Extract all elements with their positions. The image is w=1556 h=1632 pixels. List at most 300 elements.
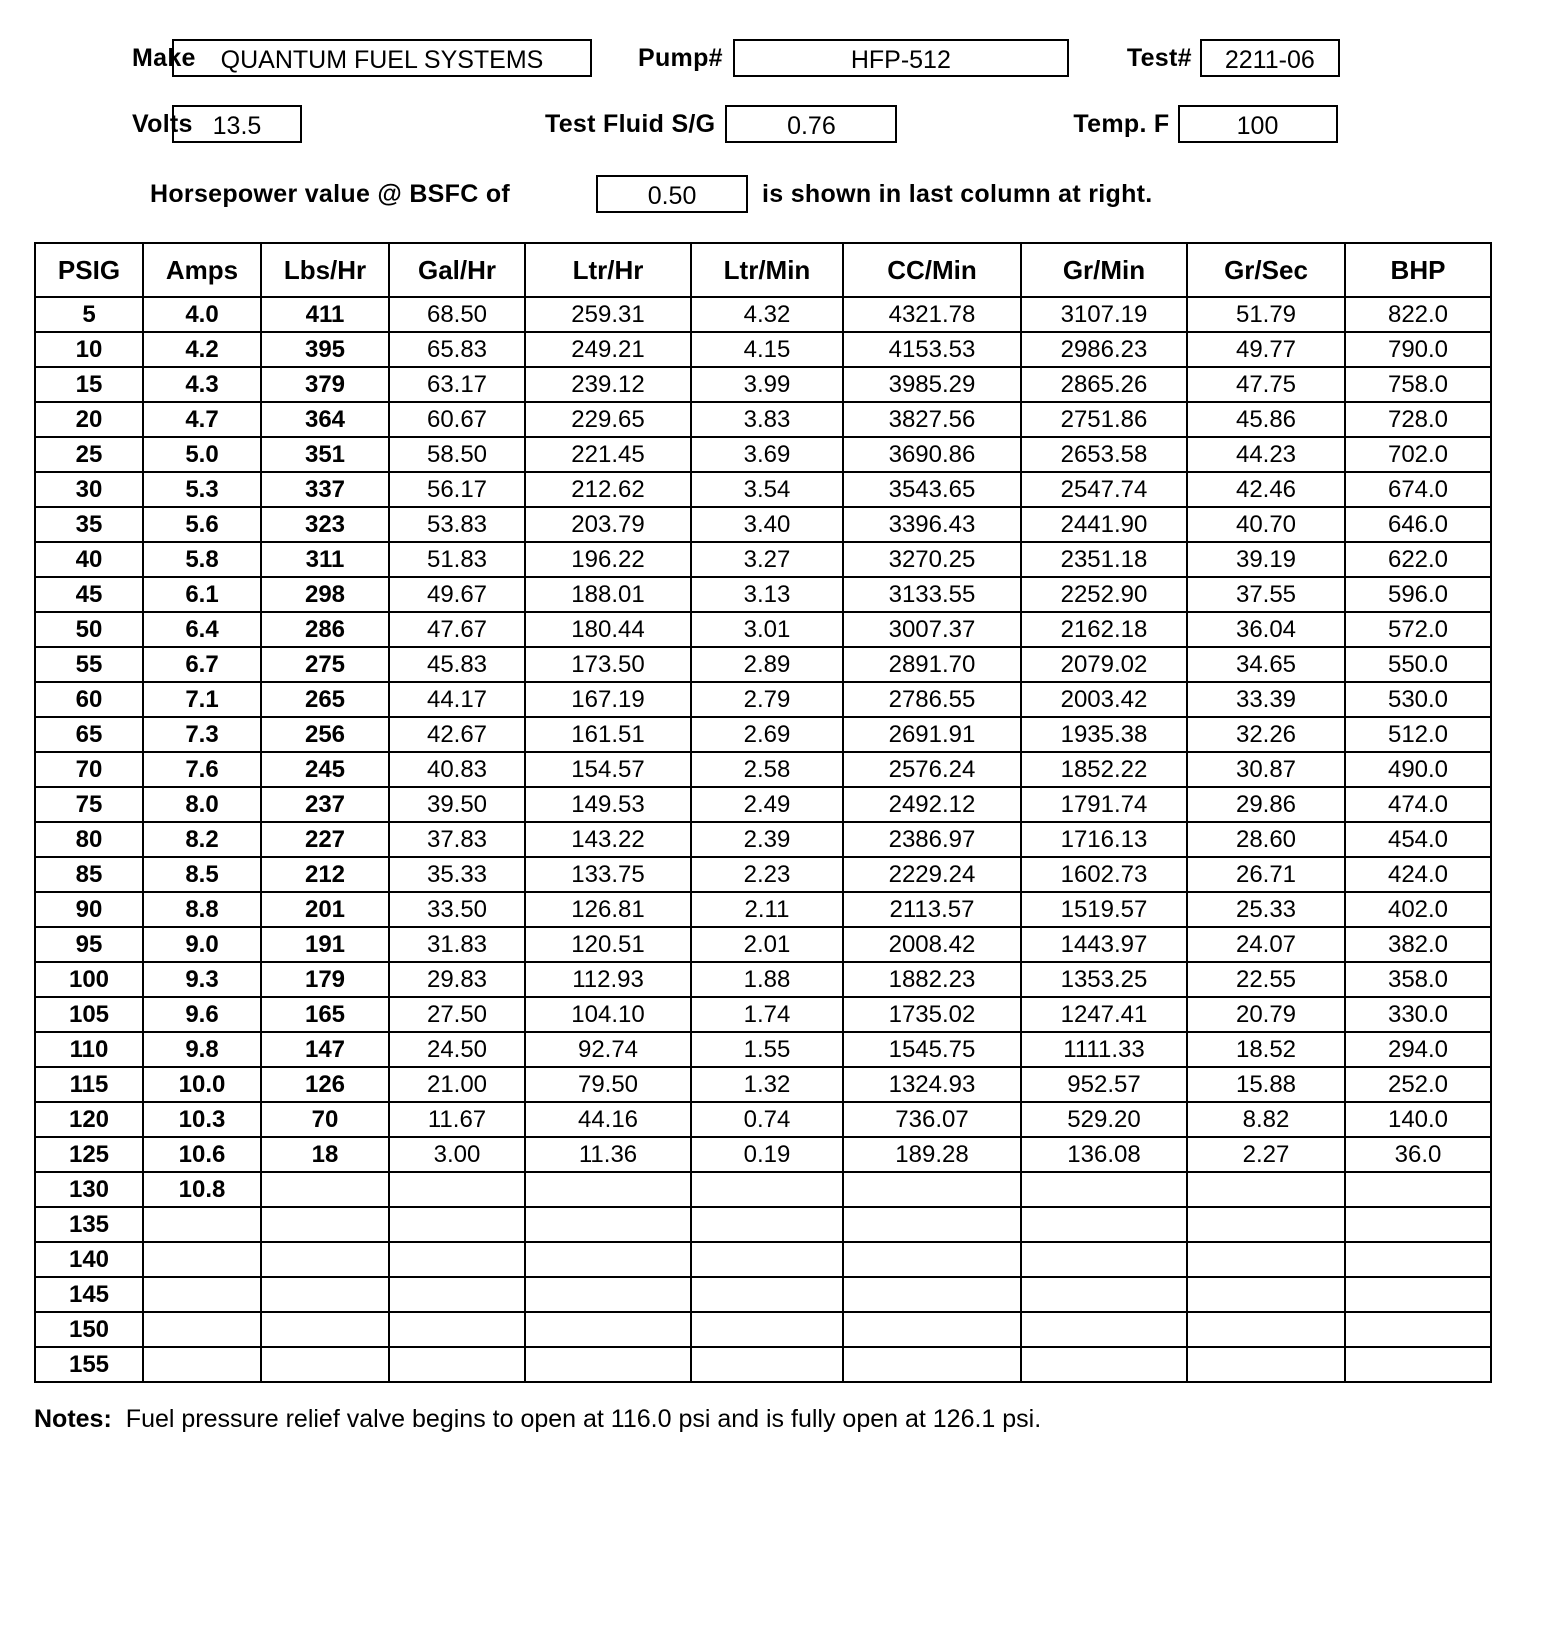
cell-psig: 45 xyxy=(35,577,143,612)
cell-ltr-hr: 167.19 xyxy=(525,682,691,717)
cell-cc-min: 3985.29 xyxy=(843,367,1021,402)
cell-gr-min: 2441.90 xyxy=(1021,507,1187,542)
cell-cc-min: 1735.02 xyxy=(843,997,1021,1032)
cell-bhp: 530.0 xyxy=(1345,682,1491,717)
cell-amps xyxy=(143,1347,261,1382)
cell-bhp: 622.0 xyxy=(1345,542,1491,577)
cell-lbs-hr: 165 xyxy=(261,997,389,1032)
cell-amps: 9.6 xyxy=(143,997,261,1032)
cell-gr-sec xyxy=(1187,1242,1345,1277)
cell-gr-sec xyxy=(1187,1207,1345,1242)
cell-lbs-hr: 227 xyxy=(261,822,389,857)
cell-amps: 9.8 xyxy=(143,1032,261,1067)
cell-ltr-min: 2.01 xyxy=(691,927,843,962)
table-row xyxy=(35,1347,1491,1382)
cell-psig: 115 xyxy=(35,1067,143,1102)
notes-label: Notes: xyxy=(34,1405,112,1433)
cell-lbs-hr: 379 xyxy=(261,367,389,402)
cell-bhp: 702.0 xyxy=(1345,437,1491,472)
table-row xyxy=(35,857,1491,892)
table-row xyxy=(35,647,1491,682)
cell-ltr-hr: 149.53 xyxy=(525,787,691,822)
cell-amps: 9.0 xyxy=(143,927,261,962)
cell-bhp xyxy=(1345,1207,1491,1242)
cell-ltr-min: 2.79 xyxy=(691,682,843,717)
cell-lbs-hr: 212 xyxy=(261,857,389,892)
cell-psig: 35 xyxy=(35,507,143,542)
temp-label: Temp. F xyxy=(1073,109,1170,138)
table-row xyxy=(35,542,1491,577)
cell-gal-hr: 44.17 xyxy=(389,682,525,717)
cell-psig: 155 xyxy=(35,1347,143,1382)
cell-ltr-min: 3.13 xyxy=(691,577,843,612)
table-row xyxy=(35,612,1491,647)
cell-cc-min: 2576.24 xyxy=(843,752,1021,787)
cell-gr-min: 1935.38 xyxy=(1021,717,1187,752)
cell-psig: 65 xyxy=(35,717,143,752)
cell-gr-sec: 26.71 xyxy=(1187,857,1345,892)
table-row xyxy=(35,787,1491,822)
cell-cc-min: 3690.86 xyxy=(843,437,1021,472)
cell-bhp: 252.0 xyxy=(1345,1067,1491,1102)
cell-gr-sec: 25.33 xyxy=(1187,892,1345,927)
cell-ltr-min xyxy=(691,1172,843,1207)
table-header-row xyxy=(35,243,1491,297)
make-value[interactable]: QUANTUM FUEL SYSTEMS xyxy=(172,39,592,77)
table-row xyxy=(35,1137,1491,1172)
cell-lbs-hr: 237 xyxy=(261,787,389,822)
cell-cc-min: 3396.43 xyxy=(843,507,1021,542)
cell-gal-hr: 56.17 xyxy=(389,472,525,507)
pump-flow-table xyxy=(34,242,1492,1383)
cell-gr-sec: 47.75 xyxy=(1187,367,1345,402)
table-row xyxy=(35,1242,1491,1277)
cell-psig: 20 xyxy=(35,402,143,437)
cell-gal-hr: 63.17 xyxy=(389,367,525,402)
cell-bhp: 402.0 xyxy=(1345,892,1491,927)
cell-cc-min: 2113.57 xyxy=(843,892,1021,927)
cell-gr-min: 2865.26 xyxy=(1021,367,1187,402)
column-header-cc-min: CC/Min xyxy=(843,243,1021,297)
cell-gr-min: 1791.74 xyxy=(1021,787,1187,822)
cell-gal-hr: 60.67 xyxy=(389,402,525,437)
cell-lbs-hr: 323 xyxy=(261,507,389,542)
cell-bhp: 474.0 xyxy=(1345,787,1491,822)
bsfc-value[interactable]: 0.50 xyxy=(596,175,748,213)
table-row xyxy=(35,297,1491,332)
cell-amps: 8.5 xyxy=(143,857,261,892)
cell-bhp: 550.0 xyxy=(1345,647,1491,682)
cell-gal-hr: 37.83 xyxy=(389,822,525,857)
cell-gal-hr: 47.67 xyxy=(389,612,525,647)
cell-ltr-hr: 11.36 xyxy=(525,1137,691,1172)
cell-ltr-hr xyxy=(525,1207,691,1242)
cell-ltr-min: 2.39 xyxy=(691,822,843,857)
cell-amps: 5.8 xyxy=(143,542,261,577)
cell-ltr-hr: 143.22 xyxy=(525,822,691,857)
table-row xyxy=(35,1277,1491,1312)
cell-gal-hr xyxy=(389,1207,525,1242)
cell-amps: 6.1 xyxy=(143,577,261,612)
cell-psig: 145 xyxy=(35,1277,143,1312)
cell-gr-sec: 51.79 xyxy=(1187,297,1345,332)
cell-lbs-hr: 298 xyxy=(261,577,389,612)
cell-amps xyxy=(143,1207,261,1242)
cell-ltr-min: 2.58 xyxy=(691,752,843,787)
cell-gr-min: 1519.57 xyxy=(1021,892,1187,927)
cell-ltr-min: 4.15 xyxy=(691,332,843,367)
table-row xyxy=(35,682,1491,717)
cell-psig: 40 xyxy=(35,542,143,577)
cell-amps: 6.7 xyxy=(143,647,261,682)
cell-ltr-min xyxy=(691,1242,843,1277)
table-row xyxy=(35,927,1491,962)
cell-bhp: 358.0 xyxy=(1345,962,1491,997)
table-row xyxy=(35,997,1491,1032)
cell-ltr-min: 3.01 xyxy=(691,612,843,647)
cell-gr-sec: 8.82 xyxy=(1187,1102,1345,1137)
cell-cc-min: 3543.65 xyxy=(843,472,1021,507)
cell-bhp: 646.0 xyxy=(1345,507,1491,542)
cell-gr-sec xyxy=(1187,1277,1345,1312)
cell-ltr-hr xyxy=(525,1312,691,1347)
cell-ltr-min: 2.89 xyxy=(691,647,843,682)
cell-psig: 90 xyxy=(35,892,143,927)
cell-ltr-hr: 203.79 xyxy=(525,507,691,542)
cell-ltr-min: 1.74 xyxy=(691,997,843,1032)
cell-psig: 80 xyxy=(35,822,143,857)
cell-ltr-min: 4.32 xyxy=(691,297,843,332)
cell-gr-min: 2162.18 xyxy=(1021,612,1187,647)
cell-gr-sec xyxy=(1187,1312,1345,1347)
cell-amps: 4.0 xyxy=(143,297,261,332)
cell-cc-min: 3133.55 xyxy=(843,577,1021,612)
cell-amps: 8.0 xyxy=(143,787,261,822)
cell-gr-min: 2751.86 xyxy=(1021,402,1187,437)
cell-amps: 5.3 xyxy=(143,472,261,507)
cell-bhp: 424.0 xyxy=(1345,857,1491,892)
column-header-gr-min: Gr/Min xyxy=(1021,243,1187,297)
cell-amps: 4.2 xyxy=(143,332,261,367)
cell-gal-hr: 39.50 xyxy=(389,787,525,822)
cell-lbs-hr: 256 xyxy=(261,717,389,752)
cell-lbs-hr xyxy=(261,1312,389,1347)
test-label: Test# xyxy=(1126,43,1192,72)
cell-gr-sec: 20.79 xyxy=(1187,997,1345,1032)
cell-gr-min: 1111.33 xyxy=(1021,1032,1187,1067)
test-value[interactable]: 2211-06 xyxy=(1200,39,1340,77)
table-row xyxy=(35,1312,1491,1347)
cell-psig: 30 xyxy=(35,472,143,507)
cell-lbs-hr xyxy=(261,1347,389,1382)
cell-psig: 125 xyxy=(35,1137,143,1172)
cell-ltr-min: 3.27 xyxy=(691,542,843,577)
cell-bhp: 758.0 xyxy=(1345,367,1491,402)
table-row xyxy=(35,892,1491,927)
table-row xyxy=(35,437,1491,472)
cell-gr-min: 2003.42 xyxy=(1021,682,1187,717)
cell-psig: 150 xyxy=(35,1312,143,1347)
cell-bhp: 790.0 xyxy=(1345,332,1491,367)
pump-label: Pump# xyxy=(638,43,723,72)
cell-gal-hr xyxy=(389,1277,525,1312)
cell-amps xyxy=(143,1312,261,1347)
cell-lbs-hr: 245 xyxy=(261,752,389,787)
cell-gal-hr xyxy=(389,1242,525,1277)
cell-amps: 6.4 xyxy=(143,612,261,647)
cell-ltr-hr: 92.74 xyxy=(525,1032,691,1067)
cell-ltr-hr: 154.57 xyxy=(525,752,691,787)
cell-gr-min: 2986.23 xyxy=(1021,332,1187,367)
table-row xyxy=(35,577,1491,612)
cell-gal-hr: 29.83 xyxy=(389,962,525,997)
column-header-ltr-hr: Ltr/Hr xyxy=(525,243,691,297)
cell-lbs-hr: 395 xyxy=(261,332,389,367)
cell-bhp: 728.0 xyxy=(1345,402,1491,437)
cell-lbs-hr: 18 xyxy=(261,1137,389,1172)
cell-amps: 7.1 xyxy=(143,682,261,717)
cell-ltr-hr: 44.16 xyxy=(525,1102,691,1137)
cell-gr-min xyxy=(1021,1172,1187,1207)
cell-gr-sec: 39.19 xyxy=(1187,542,1345,577)
cell-gr-min: 3107.19 xyxy=(1021,297,1187,332)
cell-cc-min: 2691.91 xyxy=(843,717,1021,752)
cell-gr-min: 1716.13 xyxy=(1021,822,1187,857)
cell-cc-min: 2386.97 xyxy=(843,822,1021,857)
table-row xyxy=(35,1067,1491,1102)
cell-ltr-min: 3.54 xyxy=(691,472,843,507)
cell-psig: 70 xyxy=(35,752,143,787)
cell-cc-min xyxy=(843,1277,1021,1312)
column-header-amps: Amps xyxy=(143,243,261,297)
cell-gal-hr: 27.50 xyxy=(389,997,525,1032)
cell-cc-min: 3007.37 xyxy=(843,612,1021,647)
volts-value[interactable]: 13.5 xyxy=(172,105,302,143)
table-row xyxy=(35,962,1491,997)
table-row xyxy=(35,472,1491,507)
cell-cc-min: 2891.70 xyxy=(843,647,1021,682)
cell-ltr-hr: 239.12 xyxy=(525,367,691,402)
column-header-bhp: BHP xyxy=(1345,243,1491,297)
cell-psig: 130 xyxy=(35,1172,143,1207)
table-body xyxy=(35,297,1491,1382)
cell-gr-sec: 33.39 xyxy=(1187,682,1345,717)
cell-gr-min: 529.20 xyxy=(1021,1102,1187,1137)
cell-lbs-hr: 179 xyxy=(261,962,389,997)
table-row xyxy=(35,367,1491,402)
cell-gr-sec: 29.86 xyxy=(1187,787,1345,822)
cell-amps: 10.6 xyxy=(143,1137,261,1172)
cell-lbs-hr: 70 xyxy=(261,1102,389,1137)
cell-bhp: 596.0 xyxy=(1345,577,1491,612)
table-row xyxy=(35,1102,1491,1137)
cell-gal-hr: 24.50 xyxy=(389,1032,525,1067)
cell-gr-min: 1353.25 xyxy=(1021,962,1187,997)
cell-psig: 25 xyxy=(35,437,143,472)
cell-ltr-min: 1.55 xyxy=(691,1032,843,1067)
cell-lbs-hr: 286 xyxy=(261,612,389,647)
cell-ltr-min: 2.23 xyxy=(691,857,843,892)
header-row-identification xyxy=(34,32,1522,84)
cell-gal-hr: 21.00 xyxy=(389,1067,525,1102)
cell-cc-min: 2492.12 xyxy=(843,787,1021,822)
cell-ltr-hr xyxy=(525,1242,691,1277)
bsfc-suffix: is shown in last column at right. xyxy=(762,179,1153,208)
fuel-pump-test-report xyxy=(0,32,1556,1632)
cell-ltr-hr: 173.50 xyxy=(525,647,691,682)
cell-gr-sec: 22.55 xyxy=(1187,962,1345,997)
cell-amps: 8.2 xyxy=(143,822,261,857)
cell-gr-min: 2351.18 xyxy=(1021,542,1187,577)
column-header-gr-sec: Gr/Sec xyxy=(1187,243,1345,297)
cell-ltr-hr xyxy=(525,1277,691,1312)
cell-bhp xyxy=(1345,1242,1491,1277)
cell-ltr-min xyxy=(691,1207,843,1242)
cell-cc-min: 4321.78 xyxy=(843,297,1021,332)
cell-gal-hr: 68.50 xyxy=(389,297,525,332)
cell-ltr-min: 3.99 xyxy=(691,367,843,402)
cell-lbs-hr: 337 xyxy=(261,472,389,507)
cell-gr-min: 952.57 xyxy=(1021,1067,1187,1102)
cell-lbs-hr xyxy=(261,1172,389,1207)
cell-gr-min: 1852.22 xyxy=(1021,752,1187,787)
cell-gal-hr: 42.67 xyxy=(389,717,525,752)
cell-gal-hr: 40.83 xyxy=(389,752,525,787)
cell-bhp: 572.0 xyxy=(1345,612,1491,647)
cell-gal-hr: 53.83 xyxy=(389,507,525,542)
table-row xyxy=(35,507,1491,542)
cell-amps: 8.8 xyxy=(143,892,261,927)
volts-label: Volts xyxy=(132,109,193,138)
cell-gr-min: 1602.73 xyxy=(1021,857,1187,892)
cell-cc-min: 4153.53 xyxy=(843,332,1021,367)
test-fluid-sg-value[interactable]: 0.76 xyxy=(725,105,897,143)
cell-psig: 85 xyxy=(35,857,143,892)
temp-value[interactable]: 100 xyxy=(1178,105,1338,143)
cell-gr-sec: 2.27 xyxy=(1187,1137,1345,1172)
table-row xyxy=(35,402,1491,437)
cell-gr-sec: 34.65 xyxy=(1187,647,1345,682)
cell-bhp: 36.0 xyxy=(1345,1137,1491,1172)
cell-gr-sec: 45.86 xyxy=(1187,402,1345,437)
cell-gr-sec: 24.07 xyxy=(1187,927,1345,962)
cell-cc-min xyxy=(843,1207,1021,1242)
cell-gal-hr xyxy=(389,1347,525,1382)
cell-ltr-hr xyxy=(525,1347,691,1382)
cell-gr-sec: 42.46 xyxy=(1187,472,1345,507)
cell-ltr-min xyxy=(691,1312,843,1347)
cell-amps: 5.0 xyxy=(143,437,261,472)
cell-ltr-hr: 79.50 xyxy=(525,1067,691,1102)
cell-bhp: 454.0 xyxy=(1345,822,1491,857)
cell-amps: 7.6 xyxy=(143,752,261,787)
cell-amps: 5.6 xyxy=(143,507,261,542)
cell-ltr-hr: 133.75 xyxy=(525,857,691,892)
cell-gr-sec: 32.26 xyxy=(1187,717,1345,752)
cell-lbs-hr: 275 xyxy=(261,647,389,682)
cell-ltr-hr: 120.51 xyxy=(525,927,691,962)
cell-gr-min: 2252.90 xyxy=(1021,577,1187,612)
cell-ltr-min: 3.83 xyxy=(691,402,843,437)
cell-lbs-hr: 126 xyxy=(261,1067,389,1102)
cell-amps: 10.3 xyxy=(143,1102,261,1137)
cell-gal-hr: 65.83 xyxy=(389,332,525,367)
cell-ltr-hr: 188.01 xyxy=(525,577,691,612)
cell-cc-min: 736.07 xyxy=(843,1102,1021,1137)
cell-psig: 15 xyxy=(35,367,143,402)
cell-lbs-hr xyxy=(261,1277,389,1312)
cell-cc-min: 1324.93 xyxy=(843,1067,1021,1102)
test-fluid-sg-label: Test Fluid S/G xyxy=(545,109,716,138)
cell-psig: 60 xyxy=(35,682,143,717)
cell-psig: 140 xyxy=(35,1242,143,1277)
cell-ltr-hr: 221.45 xyxy=(525,437,691,472)
cell-psig: 55 xyxy=(35,647,143,682)
table-row xyxy=(35,717,1491,752)
cell-gr-sec xyxy=(1187,1347,1345,1382)
notes-section xyxy=(34,1405,1522,1434)
cell-bhp: 330.0 xyxy=(1345,997,1491,1032)
cell-gr-min: 1247.41 xyxy=(1021,997,1187,1032)
cell-cc-min xyxy=(843,1312,1021,1347)
cell-lbs-hr: 351 xyxy=(261,437,389,472)
cell-gr-sec: 49.77 xyxy=(1187,332,1345,367)
cell-lbs-hr: 191 xyxy=(261,927,389,962)
notes-text: Fuel pressure relief valve begins to open at 116.0 psi and is fully open at 126.1 psi. xyxy=(125,1405,1042,1433)
cell-gr-min xyxy=(1021,1242,1187,1277)
cell-ltr-hr: 229.65 xyxy=(525,402,691,437)
cell-ltr-min: 2.11 xyxy=(691,892,843,927)
cell-bhp: 822.0 xyxy=(1345,297,1491,332)
cell-ltr-hr xyxy=(525,1172,691,1207)
cell-gr-sec: 40.70 xyxy=(1187,507,1345,542)
cell-gr-min: 2079.02 xyxy=(1021,647,1187,682)
cell-psig: 95 xyxy=(35,927,143,962)
cell-cc-min: 2008.42 xyxy=(843,927,1021,962)
cell-lbs-hr: 265 xyxy=(261,682,389,717)
cell-cc-min: 3827.56 xyxy=(843,402,1021,437)
cell-ltr-hr: 196.22 xyxy=(525,542,691,577)
cell-gal-hr: 31.83 xyxy=(389,927,525,962)
cell-gr-min xyxy=(1021,1207,1187,1242)
cell-lbs-hr: 147 xyxy=(261,1032,389,1067)
cell-lbs-hr: 311 xyxy=(261,542,389,577)
cell-ltr-hr: 126.81 xyxy=(525,892,691,927)
column-header-ltr-min: Ltr/Min xyxy=(691,243,843,297)
cell-bhp: 294.0 xyxy=(1345,1032,1491,1067)
cell-gr-sec: 36.04 xyxy=(1187,612,1345,647)
cell-bhp xyxy=(1345,1312,1491,1347)
table-row xyxy=(35,822,1491,857)
cell-psig: 105 xyxy=(35,997,143,1032)
cell-gal-hr: 58.50 xyxy=(389,437,525,472)
pump-value[interactable]: HFP-512 xyxy=(733,39,1069,77)
cell-cc-min: 1882.23 xyxy=(843,962,1021,997)
cell-lbs-hr: 364 xyxy=(261,402,389,437)
cell-amps: 4.7 xyxy=(143,402,261,437)
cell-psig: 135 xyxy=(35,1207,143,1242)
cell-cc-min: 3270.25 xyxy=(843,542,1021,577)
cell-gal-hr: 3.00 xyxy=(389,1137,525,1172)
cell-cc-min: 189.28 xyxy=(843,1137,1021,1172)
cell-bhp: 140.0 xyxy=(1345,1102,1491,1137)
cell-psig: 5 xyxy=(35,297,143,332)
cell-amps xyxy=(143,1242,261,1277)
cell-bhp xyxy=(1345,1347,1491,1382)
cell-gr-sec: 37.55 xyxy=(1187,577,1345,612)
cell-amps: 7.3 xyxy=(143,717,261,752)
cell-lbs-hr xyxy=(261,1207,389,1242)
